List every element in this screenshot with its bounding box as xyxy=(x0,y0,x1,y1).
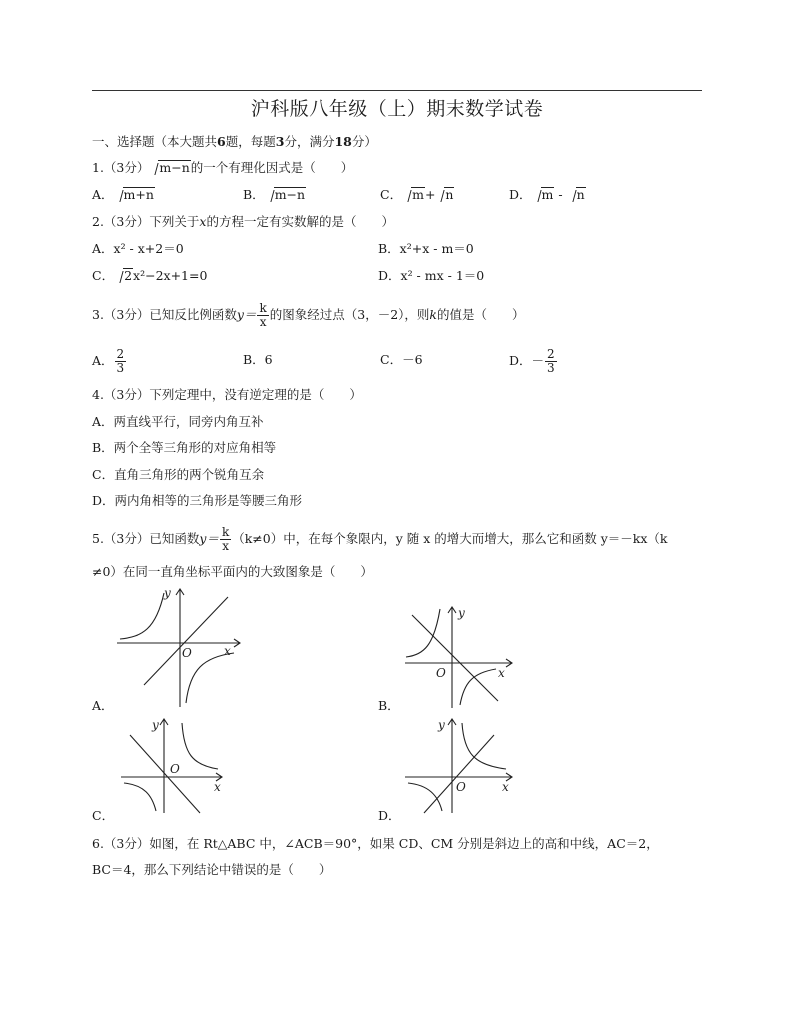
q5-option-d[interactable]: D． xyxy=(378,808,401,823)
q1-option-d[interactable]: D． m - n xyxy=(509,187,585,202)
line-graph xyxy=(424,735,494,813)
q3-option-d[interactable]: D．－ $\frac{2}{3}$ xyxy=(509,347,555,375)
origin-label: O xyxy=(170,762,180,776)
graph-b[interactable] xyxy=(402,605,517,710)
q5-option-a[interactable]: A． xyxy=(92,698,114,713)
question-3-stem: 3.（3分）已知反比例函数y＝ $\frac{k}{x}$ 的图象经过点（3，－2），则k的值是（ ） xyxy=(92,301,525,329)
radical: n xyxy=(567,187,586,203)
fraction: $\frac{2}{3}$ xyxy=(547,347,555,375)
radical: m−n xyxy=(149,160,190,176)
q4-option-c[interactable]: C．直角三角形的两个锐角互余 xyxy=(92,467,265,482)
question-6-stem-line2: BC＝4，那么下列结论中错误的是（ ） xyxy=(92,862,332,877)
origin-label: O xyxy=(182,646,192,660)
q1-option-a[interactable]: A． m+n xyxy=(92,187,154,202)
radical: 2 xyxy=(114,268,133,284)
q5-option-b[interactable]: B． xyxy=(378,698,400,713)
x-label: x xyxy=(498,666,505,680)
q4-option-a[interactable]: A．两直线平行，同旁内角互补 xyxy=(92,414,264,429)
line-graph xyxy=(412,615,498,701)
fraction: $\frac{k}{x}$ xyxy=(259,301,267,329)
radical: m+n xyxy=(114,187,155,203)
q3-option-a[interactable]: A． $\frac{2}{3}$ xyxy=(92,347,125,375)
question-5-stem: 5.（3分）已知函数y＝ $\frac{k}{x}$ （k≠0）中，在每个象限内，y 随 x 的增大而增大，那么它和函数 y＝－kx（k xyxy=(92,525,668,553)
hyperbola-branch-upper xyxy=(406,609,440,657)
q2-option-b[interactable]: B．x²+x - m＝0 xyxy=(378,241,474,256)
q2-option-d[interactable]: D．x² - mx - 1＝0 xyxy=(378,268,485,283)
question-1-stem: 1.（3分） m−n的一个有理化因式是（ ） xyxy=(92,160,354,175)
graph-c[interactable] xyxy=(118,715,226,815)
hyperbola-branch-lower xyxy=(460,669,496,705)
section-header: 一、选择题（本大题共6题，每题3分，满分18分） xyxy=(92,134,377,149)
radical: m−n xyxy=(265,187,306,203)
x-label: x xyxy=(502,780,509,794)
origin-label: O xyxy=(436,666,446,680)
fraction: $\frac{2}{3}$ xyxy=(116,347,125,375)
q1-option-b[interactable]: B． m−n xyxy=(243,187,306,202)
q4-option-b[interactable]: B．两个全等三角形的对应角相等 xyxy=(92,440,277,455)
q3-option-b[interactable]: B．6 xyxy=(243,352,273,367)
q4-option-d[interactable]: D．两内角相等的三角形是等腰三角形 xyxy=(92,493,303,508)
question-5-stem-line2: ≠0）在同一直角坐标平面内的大致图象是（ ） xyxy=(92,564,373,579)
radical: n xyxy=(435,187,454,203)
y-label: y xyxy=(458,606,465,620)
hyperbola-branch-upper xyxy=(182,723,218,769)
question-4-stem: 4.（3分）下列定理中，没有逆定理的是（ ） xyxy=(92,387,362,402)
page-title: 沪科版八年级（上）期末数学试卷 xyxy=(250,98,544,120)
x-label: x xyxy=(224,644,231,658)
line-graph xyxy=(144,597,228,685)
y-label: y xyxy=(438,718,445,732)
radical: m xyxy=(402,187,425,203)
q2-option-a[interactable]: A．x² - x+2＝0 xyxy=(92,241,184,256)
graph-a[interactable] xyxy=(112,585,247,710)
hyperbola-branch-lower xyxy=(186,653,234,703)
hyperbola-branch-lower xyxy=(408,783,442,811)
hyperbola-branch-upper xyxy=(120,593,164,639)
q1-option-c[interactable]: C． m+ n xyxy=(380,187,454,202)
origin-label: O xyxy=(456,780,466,794)
q2-option-c[interactable]: C． 2x²−2x+1=0 xyxy=(92,268,208,283)
radical: m xyxy=(532,187,555,203)
q5-option-c[interactable]: C． xyxy=(92,808,115,823)
question-2-stem: 2.（3分）下列关于x的方程一定有实数解的是（ ） xyxy=(92,214,394,229)
line-graph xyxy=(130,735,200,813)
x-label: x xyxy=(214,780,221,794)
fraction: $\frac{k}{x}$ xyxy=(221,525,230,553)
hyperbola-branch-lower xyxy=(124,783,156,811)
q3-option-c[interactable]: C．－6 xyxy=(380,352,423,367)
graph-d[interactable] xyxy=(402,715,517,815)
header-rule xyxy=(92,90,702,91)
question-6-stem: 6.（3分）如图，在 Rt△ABC 中，∠ACB＝90°，如果 CD、CM 分别是斜边上的高和中线，AC＝2， xyxy=(92,836,659,851)
y-label: y xyxy=(164,586,171,600)
y-label: y xyxy=(152,718,159,732)
